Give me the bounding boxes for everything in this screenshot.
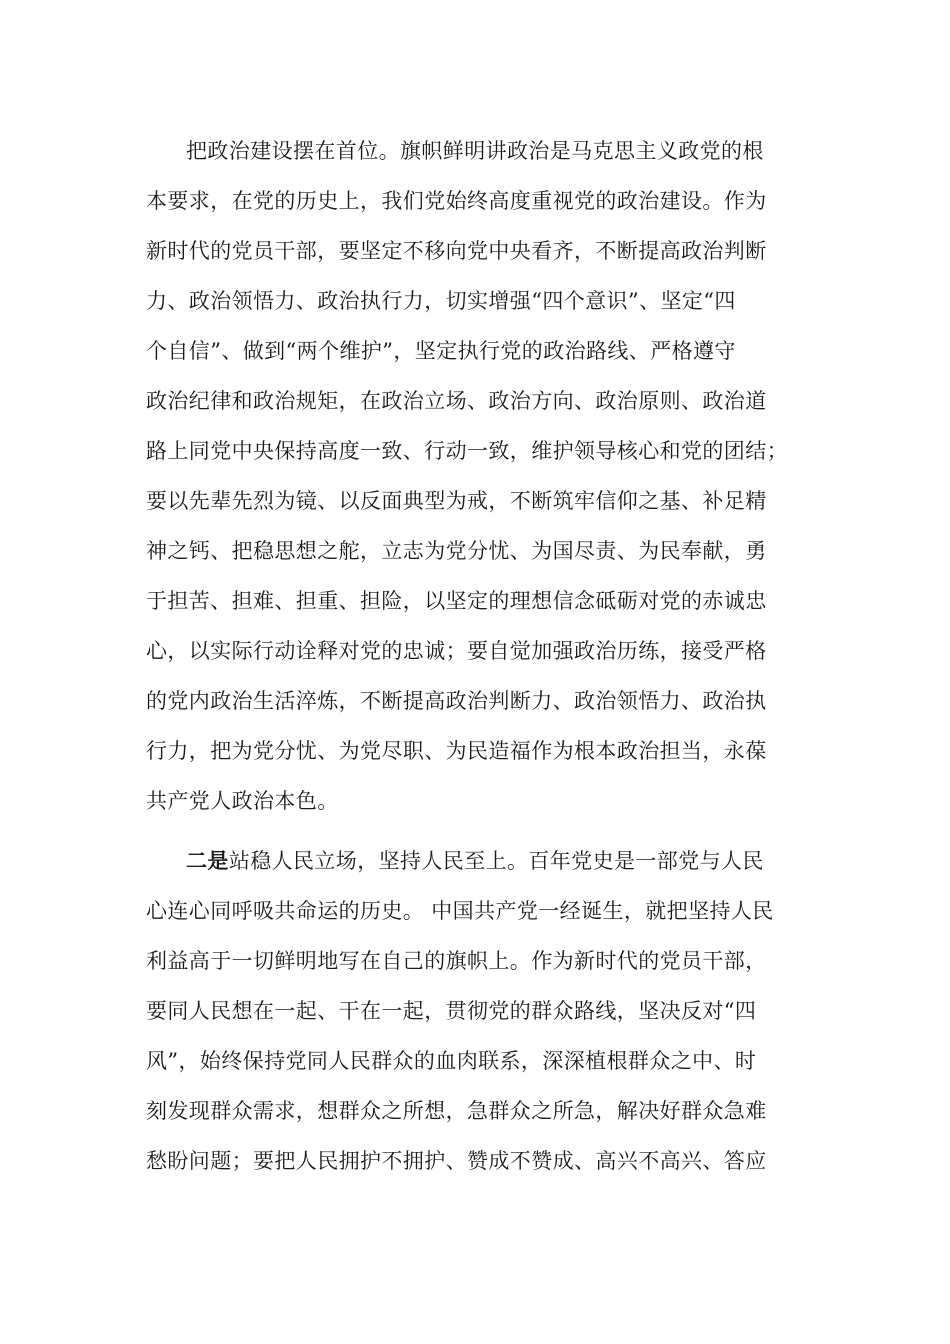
paragraph-1-line-2: 本要求，在党的历史上，我们党始终高度重视党的政治建设。作为 bbox=[146, 189, 767, 213]
paragraph-1-line-5: 个自信”、做到“两个维护”，坚定执行党的政治路线、严格遵守 bbox=[146, 339, 736, 363]
paragraph-1-line-10: 于担苦、担难、担重、担险，以坚定的理想信念砥砺对党的赤诚忠 bbox=[146, 589, 767, 613]
paragraph-1-line-14: 共产党人政治本色。 bbox=[146, 789, 339, 813]
paragraph-2-line-5: 风”，始终保持党同人民群众的血肉联系，深深植根群众之中、时 bbox=[146, 1049, 757, 1073]
paragraph-2-lead: 二是 bbox=[186, 848, 229, 873]
paragraph-2-line-1 bbox=[186, 846, 866, 876]
paragraph-1-line-4: 力、政治领悟力、政治执行力，切实增强“四个意识”、坚定“四 bbox=[146, 289, 736, 313]
paragraph-2-line-7: 愁盼问题；要把人民拥护不拥护、赞成不赞成、高兴不高兴、答应 bbox=[146, 1149, 767, 1173]
paragraph-1-line-1: 把政治建设摆在首位。旗帜鲜明讲政治是马克思主义政党的根 bbox=[186, 139, 764, 163]
paragraph-1-line-6: 政治纪律和政治规矩，在政治立场、政治方向、政治原则、政治道 bbox=[146, 389, 767, 413]
paragraph-2-line-6: 刻发现群众需求，想群众之所想，急群众之所急，解决好群众急难 bbox=[146, 1099, 767, 1123]
paragraph-1-line-9: 神之钙、把稳思想之舵，立志为党分忧、为国尽责、为民奉献，勇 bbox=[146, 539, 767, 563]
paragraph-1-line-7: 路上同党中央保持高度一致、行动一致，维护领导核心和党的团结； bbox=[146, 439, 788, 463]
paragraph-1-line-3: 新时代的党员干部，要坚定不移向党中央看齐，不断提高政治判断 bbox=[146, 239, 767, 263]
paragraph-2-line-2: 心连心同呼吸共命运的历史。 中国共产党一经诞生，就把坚持人民 bbox=[146, 899, 774, 923]
paragraph-1-line-11: 心，以实际行动诠释对党的忠诚；要自觉加强政治历练，接受严格 bbox=[146, 639, 767, 663]
paragraph-2-line-4: 要同人民想在一起、干在一起，贯彻党的群众路线，坚决反对“四 bbox=[146, 999, 757, 1023]
paragraph-1-line-8: 要以先辈先烈为镜、以反面典型为戒，不断筑牢信仰之基、补足精 bbox=[146, 489, 767, 513]
paragraph-2-line-1-text: 站稳人民立场，坚持人民至上。百年党史是一部党与人民 bbox=[228, 849, 764, 873]
paragraph-1-line-12: 的党内政治生活淬炼，不断提高政治判断力、政治领悟力、政治执 bbox=[146, 689, 767, 713]
paragraph-2-line-3: 利益高于一切鲜明地写在自己的旗帜上。作为新时代的党员干部， bbox=[146, 949, 767, 973]
paragraph-1-line-13: 行力，把为党分忧、为党尽职、为民造福作为根本政治担当，永葆 bbox=[146, 739, 767, 763]
